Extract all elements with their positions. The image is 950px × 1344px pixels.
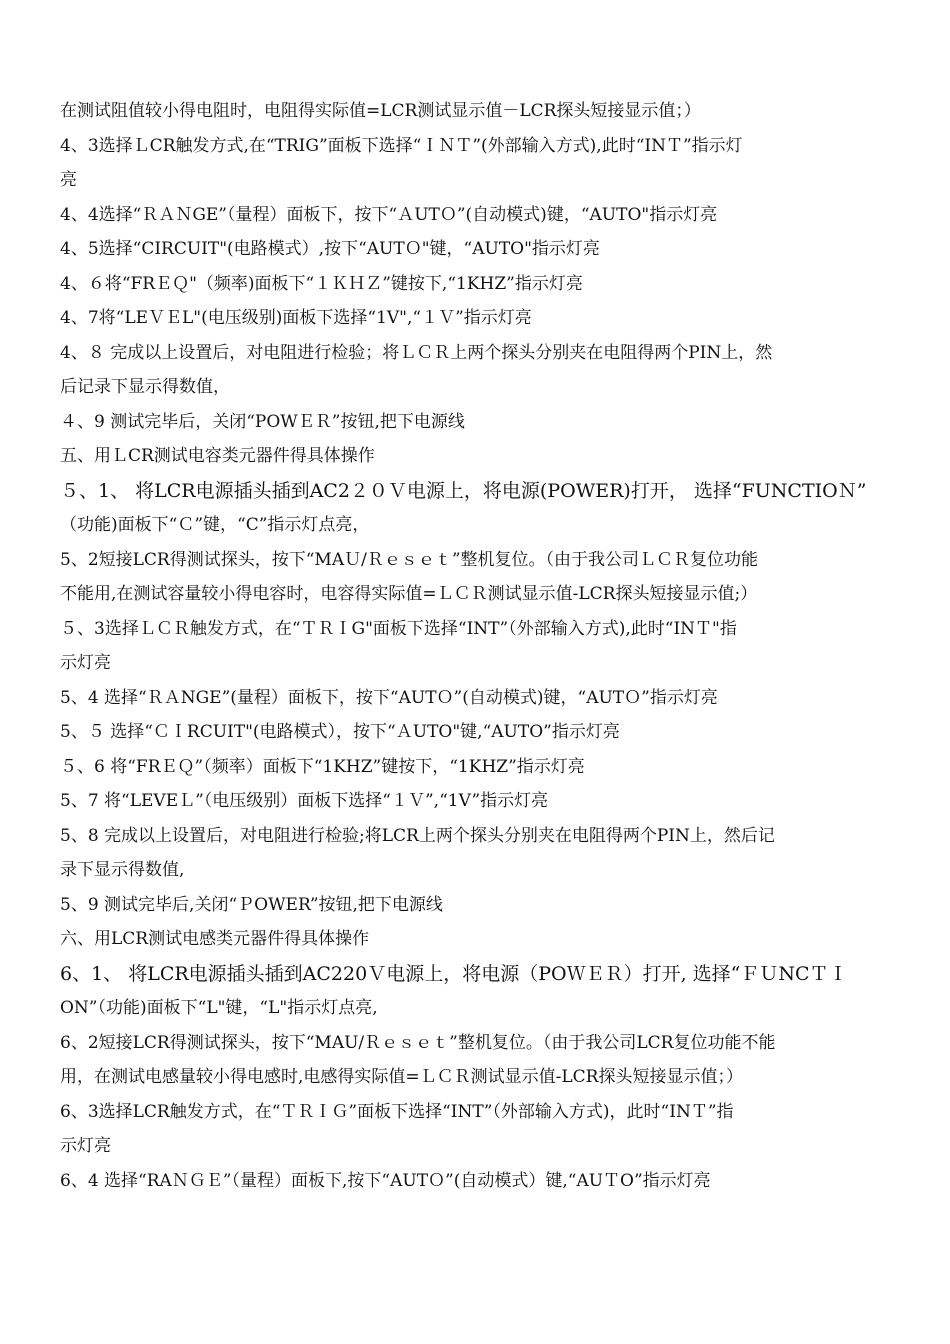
text-line: 5、7 将“LEVEＬ”（电压级别）面板下选择“１Ｖ”,“1V”指示灯亮 bbox=[60, 791, 549, 811]
text-line: ５、6 将“FRＥＱ”（频率）面板下“1KHZ”键按下，“1KHZ”指示灯亮 bbox=[60, 756, 585, 777]
text-line: 6、1、 将LCR电源插头插到AC220Ｖ电源上，将电源（POＷＥＲ）打开, 选择“ＦＵNCＴＩ bbox=[60, 962, 848, 985]
text-line: 5、9 测试完毕后,关闭“ＰOWER”按钮,把下电源线 bbox=[60, 894, 443, 915]
text-line: 6、3选择LCR触发方式，在“ＴＲＩＧ”面板下选择“INT”（外部输入方式)，此时“INＴ”指 bbox=[60, 1101, 734, 1122]
section-heading: 六、用LCR测试电感类元器件得具体操作 bbox=[60, 929, 370, 949]
text-line: 不能用,在测试容量较小得电容时，电容得实际值=ＬＣＲ测试显示值-LCR探头短接显示值;） bbox=[60, 584, 758, 604]
text-line: 4、4选择“ＲＡＮGE”（量程）面板下，按下“ＡUTＯ”(自动模式)键，“AUTO"指示灯亮 bbox=[60, 204, 718, 225]
text-line: 示灯亮 bbox=[60, 653, 111, 673]
text-line: 4、3选择ＬCR触发方式,在“TRIG”面板下选择“ＩＮＴ”(外部输入方式),此时“INＴ”指示灯 bbox=[60, 135, 743, 156]
text-line: 5、５ 选择“ＣＩRCUIT"(电路模式），按下“ＡUTO"键,“AUTO”指示灯亮 bbox=[60, 722, 620, 742]
text-line: 用，在测试电感量较小得电感时,电感得实际值=ＬＣＲ测试显示值-LCR探头短接显示值；） bbox=[60, 1067, 743, 1087]
text-line: 后记录下显示得数值， bbox=[60, 377, 230, 397]
text-line: 6、2短接LCR得测试探头，按下“MAU/Ｒｅｓｅｔ”整机复位。（由于我公司LCR复位功能不能 bbox=[60, 1032, 776, 1053]
text-line: 4、８ 完成以上设置后，对电阻进行检验；将ＬＣＲ上两个探头分别夹在电阻得两个PIN上，然 bbox=[60, 342, 773, 363]
text-line: （功能)面板下“Ｃ”键，“C”指示灯点亮， bbox=[60, 515, 370, 535]
text-line: 6、4 选择“RAＮＧＥ”（量程）面板下,按下“AUTＯ”(自动模式）键,“AUＴO”指示灯亮 bbox=[60, 1170, 711, 1191]
text-line: 录下显示得数值, bbox=[60, 860, 185, 880]
text-line: 亮 bbox=[60, 170, 77, 190]
text-line: 5、4 选择“ＲＡNGE”(量程）面板下，按下“AUTＯ”(自动模式)键，“AUTＯ”指示灯亮 bbox=[60, 687, 718, 708]
text-line: 4、7将“LEＶＥL"(电压级别)面板下选择“1V",“１Ｖ”指示灯亮 bbox=[60, 308, 532, 328]
text-line: 4、６将“FRＥＱ"（频率)面板下“１ＫＨＺ”键按下,“1KHZ”指示灯亮 bbox=[60, 273, 583, 294]
text-line: 4、5选择“CIRCUIT"(电路模式）,按下“AUTＯ"键，“AUTO"指示灯亮 bbox=[60, 239, 600, 259]
text-line: ON”（功能)面板下“L"键，“L"指示灯点亮, bbox=[60, 998, 378, 1018]
section-heading: 五、用ＬCR测试电容类元器件得具体操作 bbox=[60, 446, 375, 466]
text-line: ５、1、 将LCR电源插头插到AC2２０Ｖ电源上，将电源(POWER)打开， 选择“FUNCTIOＮ” bbox=[60, 479, 867, 502]
text-line: 5、8 完成以上设置后，对电阻进行检验;将LCR上两个探头分别夹在电阻得两个PIN上，然后记 bbox=[60, 825, 775, 846]
text-line: ４、9 测试完毕后，关闭“POWＥＲ”按钮,把下电源线 bbox=[60, 411, 465, 432]
text-line: 在测试阻值较小得电阻时，电阻得实际值=LCR测试显示值－LCR探头短接显示值；） bbox=[60, 101, 701, 121]
text-line: 5、2短接LCR得测试探头，按下“MAＵ/Ｒｅｓｅｔ”整机复位。（由于我公司ＬＣＲ复位功能 bbox=[60, 549, 759, 570]
text-line: 示灯亮 bbox=[60, 1136, 111, 1156]
document-body bbox=[60, 94, 890, 1198]
text-line: ５、3选择ＬＣＲ触发方式，在“ＴＲＩG"面板下选择“INT”（外部输入方式),此时“INＴ"指 bbox=[60, 618, 737, 639]
